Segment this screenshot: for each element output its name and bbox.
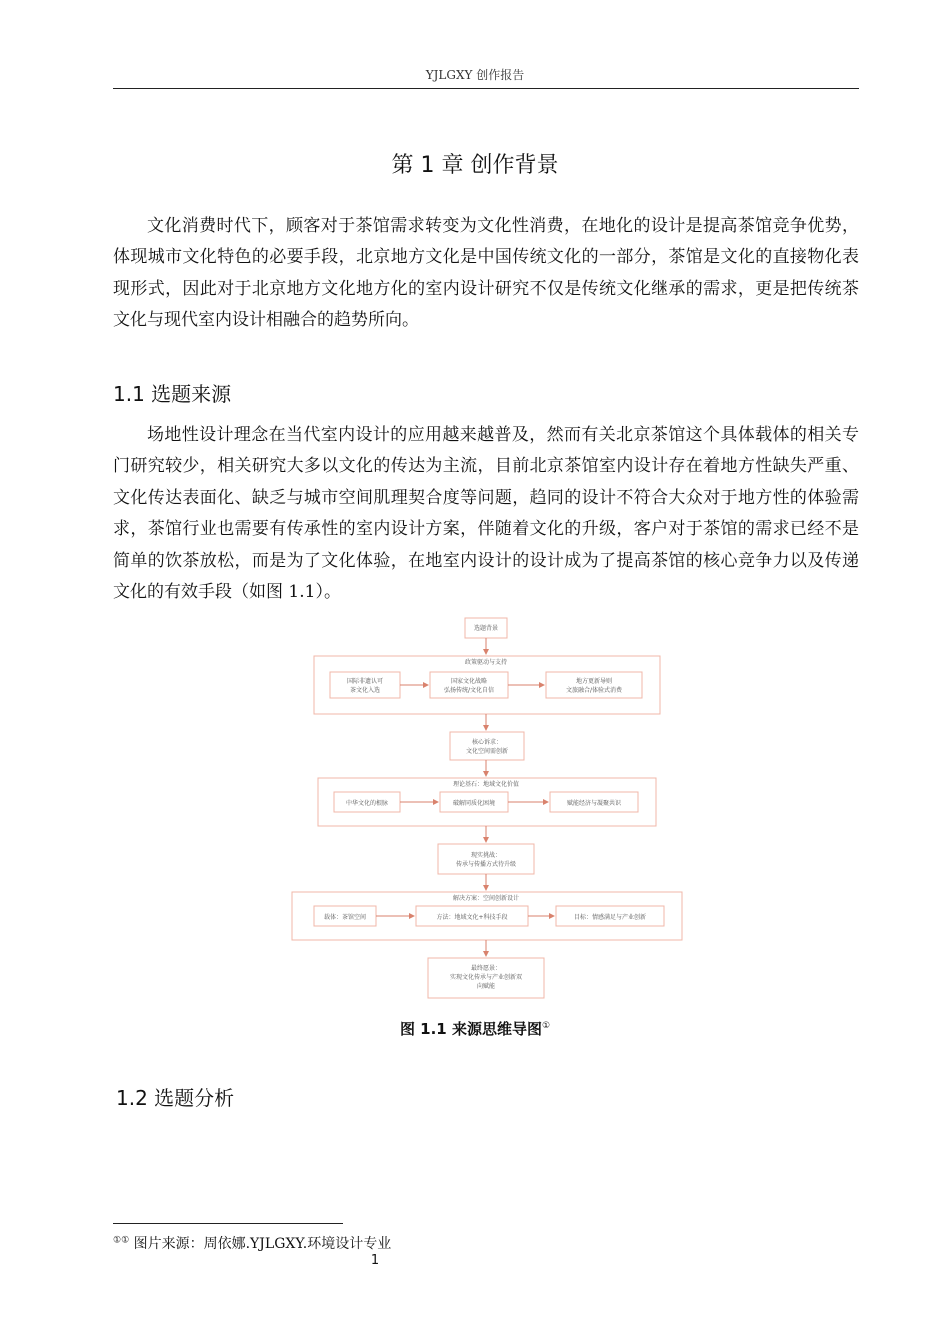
fig-group2-title: 理论基石：地域文化价值 bbox=[452, 781, 520, 788]
footnote-mark: ①① bbox=[113, 1235, 130, 1246]
fig-g2-item2: 破解同质化困境 bbox=[452, 800, 496, 807]
fig-g1-item3b: 文旅融合/体验式消费 bbox=[565, 687, 623, 694]
section-title-1-1: 1.1 选题来源 bbox=[113, 382, 232, 406]
fig-g1-item3a: 地方更新导则 bbox=[575, 678, 613, 685]
fig-g1-item1b: 茶文化入选 bbox=[349, 687, 381, 694]
fig-g1-item2a: 国家文化战略 bbox=[450, 678, 488, 685]
fig-final-a: 最终愿景： bbox=[470, 965, 502, 972]
section-title-1-2: 1.2 选题分析 bbox=[116, 1086, 235, 1110]
fig-challenge-box bbox=[438, 844, 534, 874]
fig-g3-item2: 方法：地域文化+科技手段 bbox=[436, 914, 508, 921]
fig-g3-item1: 载体：茶馆空间 bbox=[323, 914, 367, 921]
figure-caption bbox=[0, 1018, 950, 1039]
fig-g1-item2b: 弘扬传统/文化自信 bbox=[443, 687, 495, 694]
fig-g2-item3: 赋能经济与凝聚共识 bbox=[566, 800, 622, 807]
fig-top-label: 选题背景 bbox=[473, 625, 499, 632]
fig-group3-title: 解决方案：空间创新设计 bbox=[452, 895, 520, 902]
fig-g2-item1: 中华文化的根脉 bbox=[345, 800, 389, 807]
paragraph-topic-source: 场地性设计理念在当代室内设计的应用越来越普及，然而有关北京茶馆这个具体载体的相关专门研究较少，相关研究大多以文化的传达为主流，目前北京茶馆室内设计存在着地方性缺失严重、文化传达表面化、缺乏与城市空间肌理契合度等问题，趋同的设计不符合大众对于地方性的体验需求，茶馆行业也需要有传承性的室内设计方案，伴随着文化的升级，客户对于茶馆的需求已经不是简单的饮茶放松，而是为了文化体验，在地室内设计的设计成为了提高茶馆的核心竞争力以及传递文化的有效手段（如图 1.1）。 bbox=[113, 425, 859, 603]
fig-core-a: 核心诉求： bbox=[471, 739, 503, 746]
fig-final-b: 实现文化传承与产业创新双 bbox=[449, 974, 523, 981]
caption-text: 图 1.1 来源思维导图 bbox=[399, 1020, 542, 1038]
fig-g3-item3: 目标：情感满足与产业创新 bbox=[573, 914, 647, 921]
header-rule bbox=[113, 88, 859, 89]
footnote-rule bbox=[113, 1223, 343, 1224]
fig-challenge-a: 现实挑战： bbox=[470, 852, 502, 859]
fig-group1-title: 政策驱动与支持 bbox=[464, 659, 508, 666]
chapter-title: 第 1 章 创作背景 bbox=[391, 153, 559, 178]
paragraph-intro: 文化消费时代下，顾客对于茶馆需求转变为文化性消费，在地化的设计是提高茶馆竞争优势，体现城市文化特色的必要手段，北京地方文化是中国传统文化的一部分，茶馆是文化的直接物化表现形式，因此对于北京地方文化地方化的室内设计研究不仅是传统文化继承的需求，更是把传统茶文化与现代室内设计相融合的趋势所向。 bbox=[113, 216, 859, 331]
footnote bbox=[113, 1233, 391, 1253]
fig-final-c: 向赋能 bbox=[476, 983, 496, 990]
fig-g1-item1a: 国际非遗认可 bbox=[346, 678, 384, 685]
footnote-text: 图片来源：周依娜.YJLGXY.环境设计专业 bbox=[129, 1236, 392, 1252]
page-number: 1 bbox=[370, 1253, 380, 1268]
fig-core-box bbox=[450, 732, 524, 760]
caption-mark: ① bbox=[541, 1021, 551, 1031]
mind-map-figure bbox=[290, 614, 684, 1000]
header-text: YJLGXY 创作报告 bbox=[425, 68, 525, 82]
fig-core-b: 文化空间需创新 bbox=[465, 748, 509, 755]
fig-challenge-b: 传承与传播方式待升级 bbox=[455, 861, 517, 868]
